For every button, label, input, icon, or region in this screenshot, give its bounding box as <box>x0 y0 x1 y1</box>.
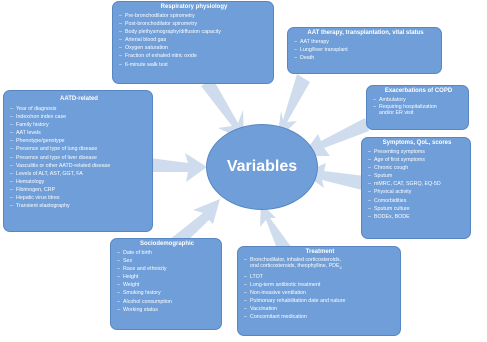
symptoms-box <box>361 137 471 239</box>
box-title: Exacerbations of COPD <box>384 88 453 94</box>
list-item: – Levels of ALT, AST, GGT, FA <box>10 170 148 178</box>
list-item: – Pre-bronchodilator spirometry <box>119 12 269 20</box>
list-item: – Comorbidities <box>368 197 466 205</box>
arrow-from-aatd <box>150 153 207 182</box>
list-item: – Pulmonary rehabilitation date and nature <box>244 297 396 305</box>
box-title: AATD-related <box>60 96 98 102</box>
list-item: – Alcohol consumption <box>117 298 217 306</box>
list-item: – Non-invasive ventilation <box>244 289 396 297</box>
list-item: – LTOT <box>244 273 396 281</box>
list-item: – Weight <box>117 281 217 289</box>
list-item: – Family history <box>10 121 148 129</box>
box-title: Symptoms, QoL, scores <box>382 140 452 146</box>
list-item: – Sputum culture <box>368 205 466 213</box>
list-item: – Year of diagnosis <box>10 105 148 113</box>
list-item: – Smoking history <box>117 289 217 297</box>
variables-center <box>206 124 318 210</box>
item-list <box>244 257 396 321</box>
list-item: – 6-minute walk test <box>119 61 269 69</box>
item-text: Bronchodilator, inhaled corticosteroids, oral corticosteroids, theophylline, PDE <box>250 257 341 269</box>
item-list <box>373 96 464 116</box>
list-item: – Sputum <box>368 172 466 180</box>
list-item: – Body plethysmography/diffusion capacity <box>119 28 269 36</box>
item-list <box>10 105 148 210</box>
list-item: – Fibrinogen, CRP <box>10 186 148 194</box>
box-title: Respiratory physiology <box>160 4 228 10</box>
list-item: – Concomitant medication <box>244 313 396 321</box>
box-title: Sociodemographic <box>139 241 194 247</box>
list-item <box>244 257 396 271</box>
treatment-box <box>237 246 401 336</box>
list-item: – Fraction of exhaled nitric oxide <box>119 52 269 60</box>
item-list <box>294 38 437 62</box>
sociodemographic-box <box>110 238 222 330</box>
list-item: – Height <box>117 273 217 281</box>
list-item: – mMRC, CAT, SGRQ, EQ-5D <box>368 180 466 188</box>
center-label: Variables <box>226 158 298 175</box>
list-item: – Arterial blood gas <box>119 36 269 44</box>
list-item: – BODEx, BODE <box>368 213 466 221</box>
list-item: – AAT levels <box>10 129 148 137</box>
aat-therapy-box <box>287 27 442 74</box>
list-item: – Age of first symptoms <box>368 156 466 164</box>
list-item: – Transient elastography <box>10 202 148 210</box>
list-item: – Chronic cough <box>368 164 466 172</box>
list-item: – Lung/liver transplant <box>294 46 437 54</box>
list-item: – Race and ethnicity <box>117 265 217 273</box>
respiratory-physiology-box <box>112 1 274 84</box>
aatd-related-box <box>3 90 153 232</box>
list-item: – Long-term antibiotic treatment <box>244 281 396 289</box>
list-item: – Presence and type of lung disease <box>10 145 148 153</box>
box-title: AAT therapy, transplantation, vital status <box>307 30 424 36</box>
list-item: – Presence and type of liver disease <box>10 154 148 162</box>
pde-subscript: 4 <box>339 265 342 271</box>
exacerbations-box <box>366 85 469 130</box>
list-item: – Presenting symptoms <box>368 148 466 156</box>
list-item: – Post-bronchodilator spirometry <box>119 20 269 28</box>
list-item: – Requiring hospitalization and/or ER visit <box>373 104 464 116</box>
item-list <box>368 148 466 221</box>
list-item: – Death <box>294 54 437 62</box>
list-item: – Vasculitis or other AATD-related disease <box>10 162 148 170</box>
list-item: – Sex <box>117 257 217 265</box>
list-item: – Ambulatory <box>373 96 464 104</box>
item-list <box>117 249 217 314</box>
list-item: – Phenotype/genotype <box>10 137 148 145</box>
box-title: Treatment <box>305 249 335 255</box>
list-item: – Index/non index case <box>10 113 148 121</box>
list-item: – Oxygen saturation <box>119 44 269 52</box>
list-item: – Vaccination <box>244 305 396 313</box>
list-item: – Hepatic virus titres <box>10 194 148 202</box>
item-list <box>119 12 269 69</box>
list-item: – Date of birth <box>117 249 217 257</box>
list-item: – Hematology <box>10 178 148 186</box>
list-item: – Physical activity <box>368 188 466 196</box>
list-item: – AAT therapy <box>294 38 437 46</box>
list-item: – Working status <box>117 306 217 314</box>
